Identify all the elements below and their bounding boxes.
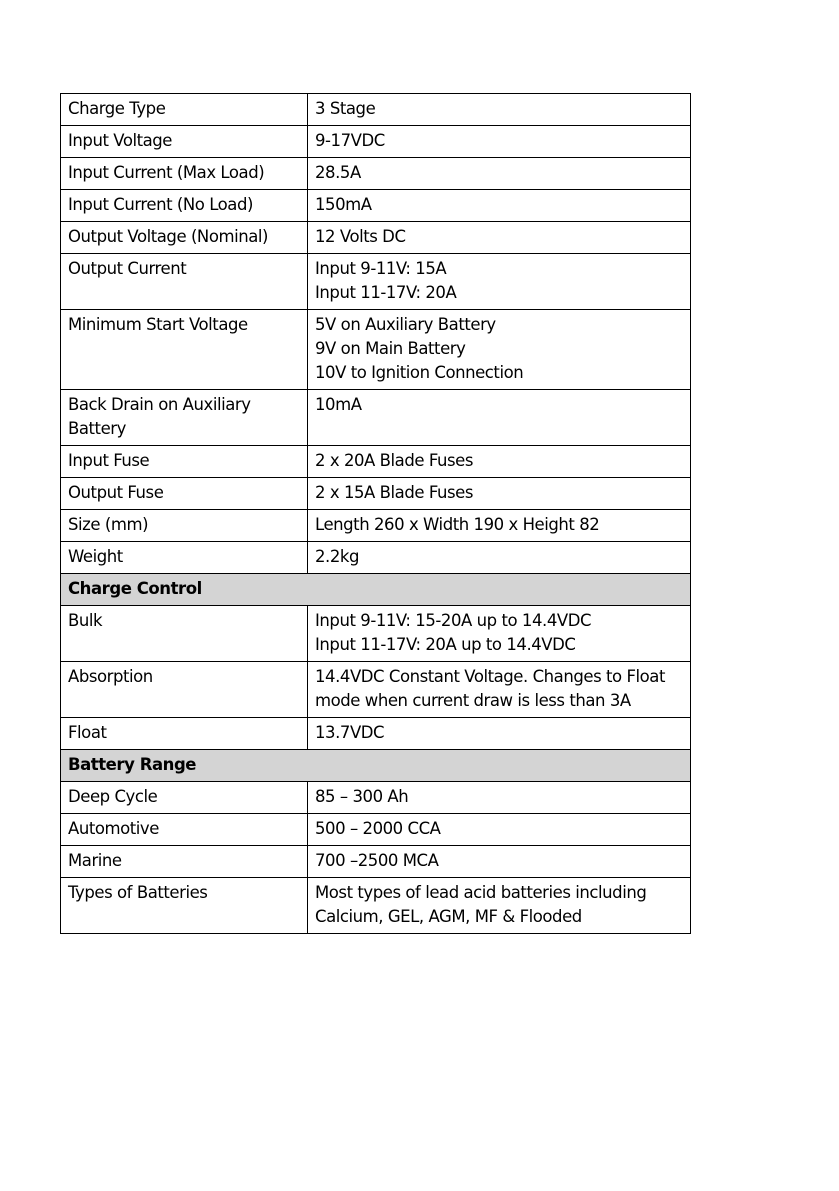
spec-label: Charge Type [61,94,308,126]
spec-value: Most types of lead acid batteries including Calcium, GEL, AGM, MF & Flooded [308,878,691,934]
spec-value: 10mA [308,390,691,446]
section-header-row [61,750,691,782]
table-row [61,254,691,310]
spec-label: Input Voltage [61,126,308,158]
spec-value: 9-17VDC [308,126,691,158]
table-row [61,222,691,254]
battery-range-heading: Battery Range [61,750,691,782]
spec-value: 150mA [308,190,691,222]
spec-value: 12 Volts DC [308,222,691,254]
spec-value: 5V on Auxiliary Battery 9V on Main Battery 10V to Ignition Connection [308,310,691,390]
spec-label: Input Current (No Load) [61,190,308,222]
spec-value: 2.2kg [308,542,691,574]
table-row [61,446,691,478]
section-header-row [61,574,691,606]
spec-value: 28.5A [308,158,691,190]
table-row [61,662,691,718]
spec-value: 13.7VDC [308,718,691,750]
spec-value: 2 x 15A Blade Fuses [308,478,691,510]
spec-label: Size (mm) [61,510,308,542]
table-row [61,846,691,878]
table-row [61,718,691,750]
spec-label: Automotive [61,814,308,846]
spec-value: 2 x 20A Blade Fuses [308,446,691,478]
table-row [61,542,691,574]
spec-label: Absorption [61,662,308,718]
spec-label: Output Current [61,254,308,310]
spec-label: Output Fuse [61,478,308,510]
table-row [61,478,691,510]
table-row [61,878,691,934]
table-row [61,190,691,222]
spec-label: Output Voltage (Nominal) [61,222,308,254]
table-row [61,390,691,446]
charge-control-heading: Charge Control [61,574,691,606]
table-row [61,510,691,542]
spec-label: Marine [61,846,308,878]
specifications-table [60,93,691,934]
spec-value: 85 – 300 Ah [308,782,691,814]
spec-value: Length 260 x Width 190 x Height 82 [308,510,691,542]
spec-label: Input Current (Max Load) [61,158,308,190]
spec-label: Bulk [61,606,308,662]
table-row [61,126,691,158]
table-row [61,94,691,126]
table-row [61,606,691,662]
table-row [61,310,691,390]
spec-label: Back Drain on Auxiliary Battery [61,390,308,446]
spec-label: Float [61,718,308,750]
table-row [61,782,691,814]
spec-label: Deep Cycle [61,782,308,814]
spec-value: 500 – 2000 CCA [308,814,691,846]
spec-value: 14.4VDC Constant Voltage. Changes to Float mode when current draw is less than 3A [308,662,691,718]
table-row [61,158,691,190]
spec-value: Input 9-11V: 15-20A up to 14.4VDC Input 11-17V: 20A up to 14.4VDC [308,606,691,662]
spec-label: Minimum Start Voltage [61,310,308,390]
table-row [61,814,691,846]
spec-label: Types of Batteries [61,878,308,934]
spec-label: Weight [61,542,308,574]
spec-value: 700 –2500 MCA [308,846,691,878]
spec-label: Input Fuse [61,446,308,478]
spec-value: 3 Stage [308,94,691,126]
spec-value: Input 9-11V: 15A Input 11-17V: 20A [308,254,691,310]
